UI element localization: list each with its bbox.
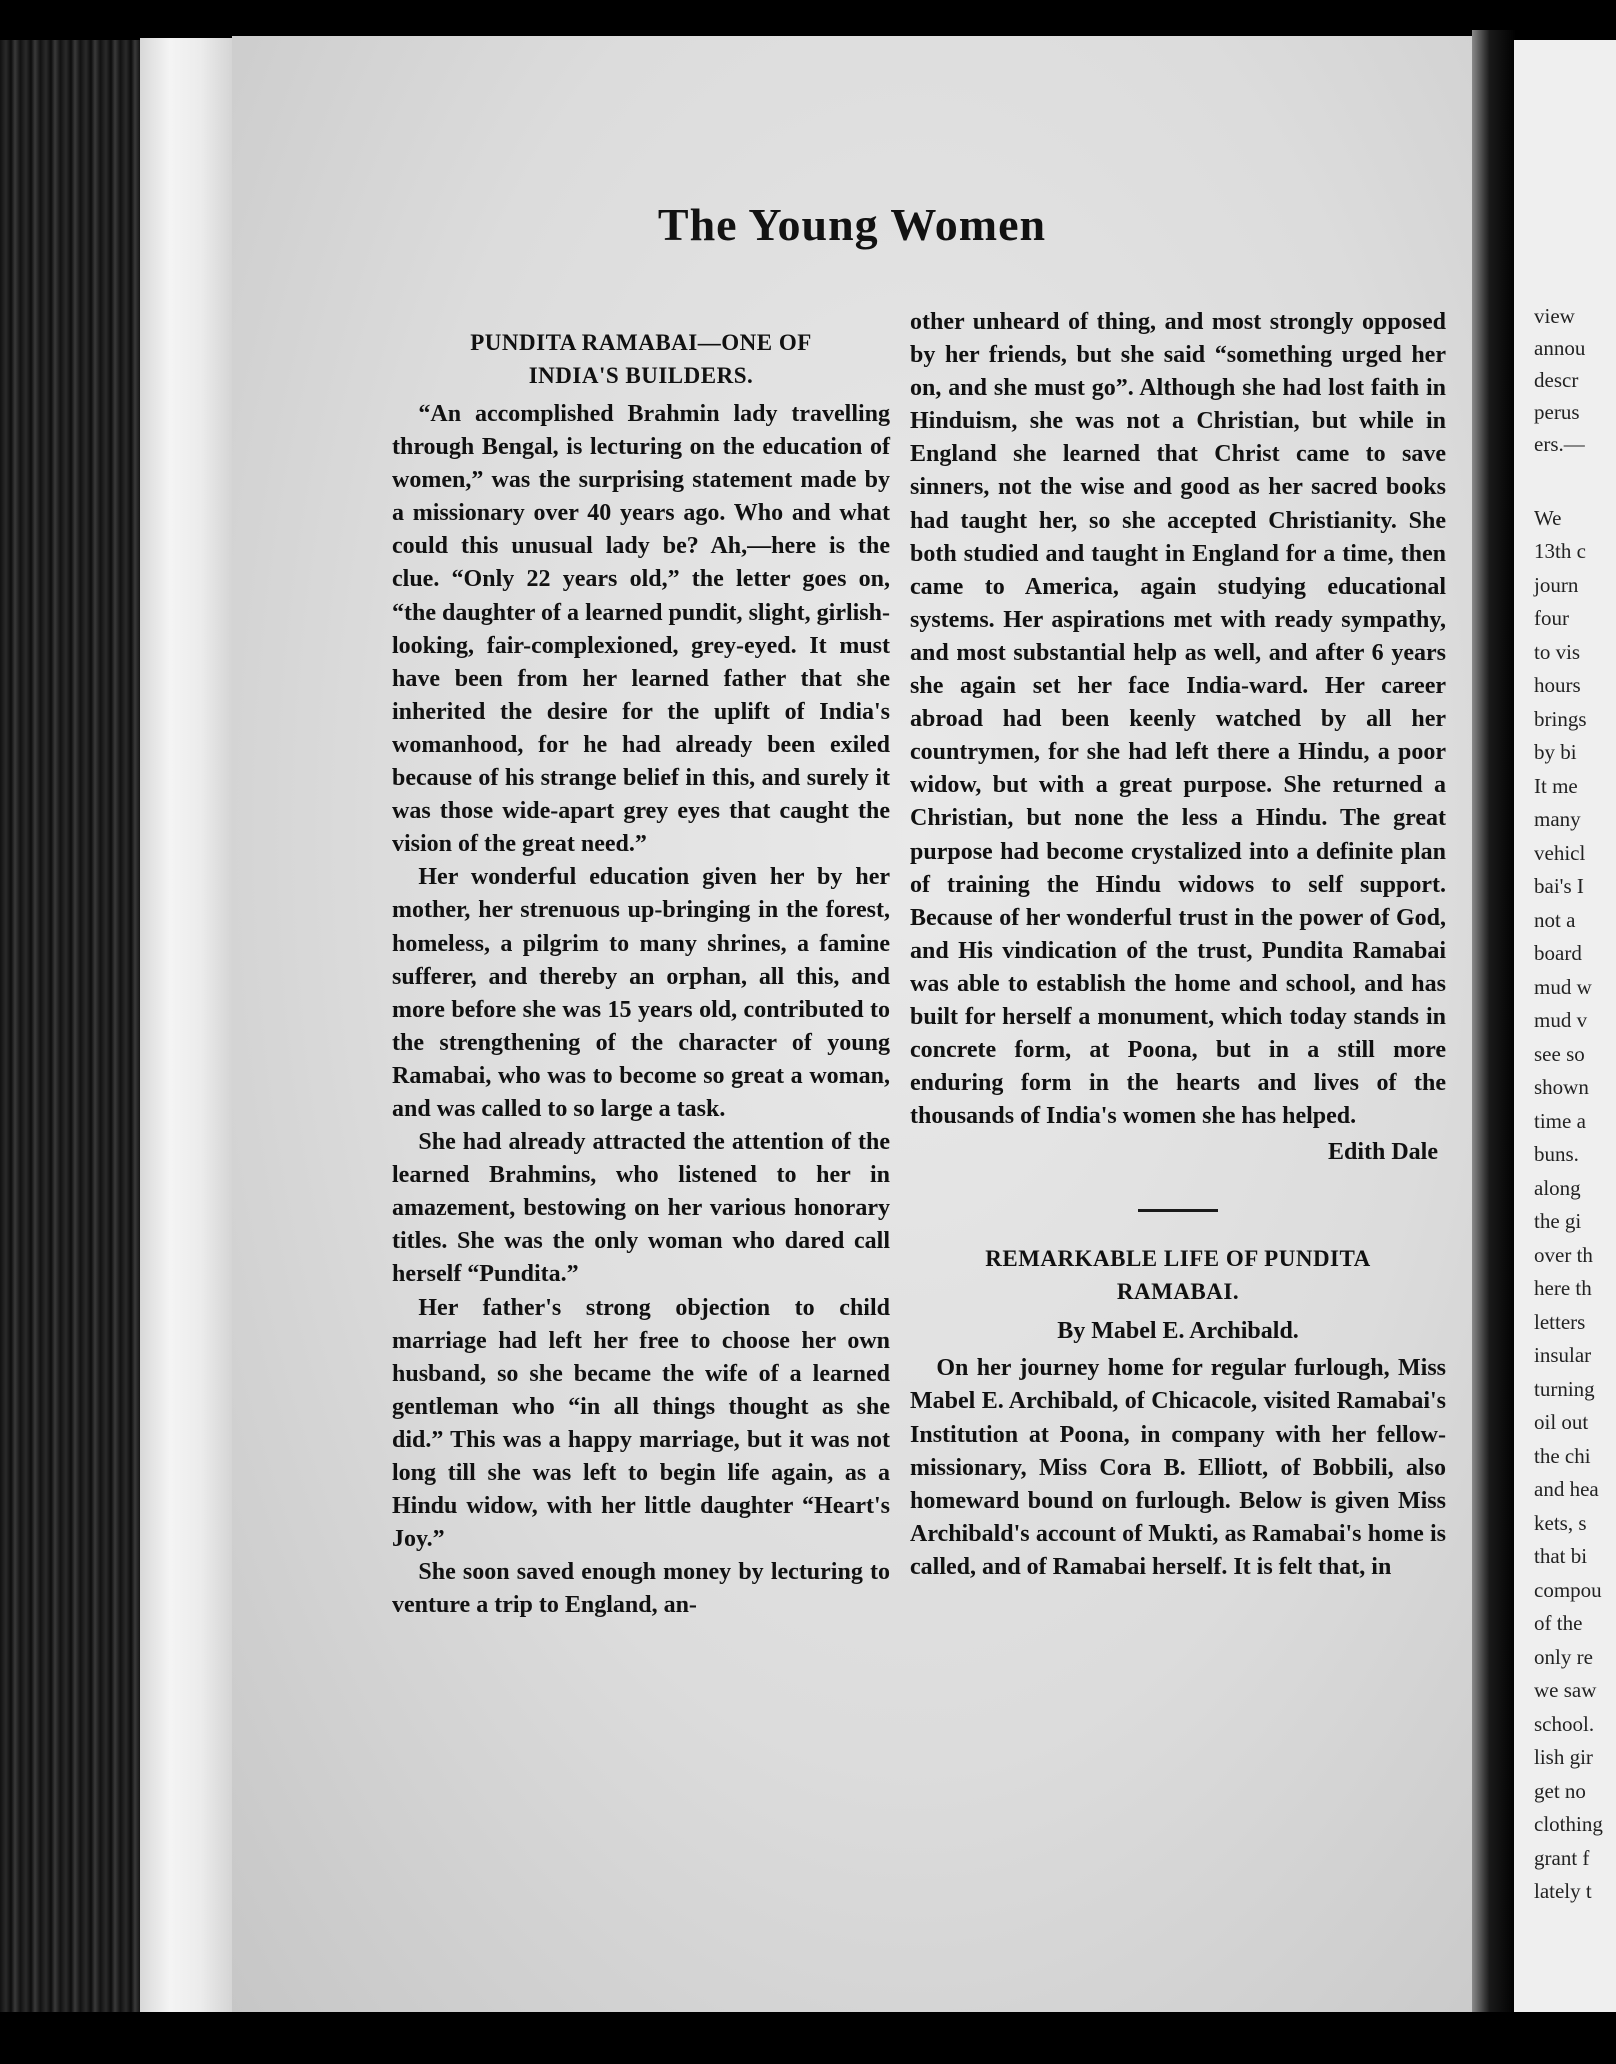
- adjacent-page-line: brings: [1534, 706, 1587, 731]
- adjacent-page-line: clothing: [1534, 1812, 1603, 1836]
- adjacent-page-line: shown: [1534, 1075, 1589, 1099]
- scan-bottom-border: [0, 2012, 1616, 2064]
- adjacent-page-line: annou: [1534, 336, 1586, 360]
- adjacent-page-line: the gi: [1534, 1209, 1582, 1233]
- article2-paragraph-1: On her journey home for regular furlough, Miss Mabel E. Archibald, of Chicacole, visited Ramabai's Institution at Poona, in company with her fellow-missionary, Miss Cora B. Elliott, of Bobbili, also homeward bound on furlough. Below is given Miss Archibald's account of Mukti, as Ramabai's home is called, and of Ramabai herself. It is felt that, in: [910, 1355, 1446, 1580]
- article1-paragraph-2: Her wonderful education given her by her mother, her strenuous up-bringing in the forest, homeless, a pilgrim to many shrines, a famine sufferer, and thereby an orphan, all this, and more before she was 15 years old, contributed to the strengthening of the character of young Ramabai, who was to become so great a woman, and was called to so large a task.: [392, 864, 890, 1122]
- adjacent-page-line: time a: [1534, 1108, 1586, 1133]
- adjacent-page-line: mud v: [1534, 1008, 1588, 1032]
- article1-paragraph-1: “An accomplished Brahmin lady travelling through Bengal, is lecturing on the education of women,” was the surprising statement made by a missionary over 40 years ago. Who and what could this unusual lady be? Ah,—here is the clue. “Only 22 years old,” the letter goes on, “the daughter of a learned pundit, slight, girlish-looking, fair-complexioned, grey-eyed. It must have been from her learned father that she inherited the desire for the uplift of India's womanhood, for he had already been exiled because of his strange belief in this, and surely it was those wide-apart grey eyes that caught the vision of the great need.”: [392, 401, 890, 858]
- adjacent-page-line: letters: [1534, 1309, 1586, 1334]
- adjacent-page-line: lately t: [1534, 1879, 1592, 1903]
- adjacent-page-line: It me: [1534, 773, 1578, 798]
- adjacent-page-line: along: [1534, 1175, 1581, 1200]
- adjacent-page-line: the chi: [1534, 1443, 1591, 1468]
- adjacent-page-line: bai's I: [1534, 874, 1584, 898]
- running-head: The Young Women: [657, 199, 1047, 250]
- adjacent-page-line: see so: [1534, 1041, 1585, 1066]
- adjacent-page-line: vehicl: [1534, 840, 1586, 865]
- article1-headline-line2: INDIA'S BUILDERS.: [528, 363, 754, 388]
- article1-signature: Edith Dale: [1327, 1139, 1438, 1166]
- adjacent-page-line: perus: [1534, 400, 1580, 424]
- adjacent-page-line: by bi: [1534, 740, 1577, 764]
- article1-paragraph-3: She had already attracted the attention of the learned Brahmins, who listened to her in amazement, bestowing on her various honorary titles. She was the only woman who dared call herself “Pundita.”: [392, 1129, 890, 1288]
- adjacent-page-line: we saw: [1534, 1678, 1597, 1702]
- adjacent-page-line: here th: [1534, 1276, 1592, 1300]
- article1-headline: [392, 326, 890, 392]
- article2-headline-line2: RAMABAI.: [1116, 1279, 1240, 1305]
- adjacent-page-line: compou: [1534, 1577, 1602, 1602]
- adjacent-page-line: grant f: [1534, 1845, 1590, 1870]
- article2-byline: By Mabel E. Archibald.: [1057, 1318, 1299, 1345]
- adjacent-page-line: only re: [1534, 1644, 1593, 1669]
- adjacent-page-line: lish gir: [1534, 1745, 1593, 1769]
- adjacent-page-line: to vis: [1534, 639, 1581, 664]
- adjacent-page-line: hours: [1534, 673, 1581, 697]
- adjacent-page-line: over th: [1534, 1242, 1593, 1267]
- adjacent-page-line: buns.: [1534, 1142, 1579, 1166]
- adjacent-page-line: view: [1534, 304, 1575, 328]
- adjacent-page-line: oil out: [1534, 1410, 1589, 1434]
- article1-paragraph-5-continued: other unheard of thing, and most strongly opposed by her friends, but she said “something urged her on, and she must go”. Although she had lost faith in Hinduism, she was not a Christian, but while in England she learned that Christ came to save sinners, not the wise and good as her sacred books had taught her, so she accepted Christianity. She both studied and taught in England for a time, then came to America, again studying educational systems. Her aspirations met with ready sympathy, and most substantial help as well, and after 6 years she again set her face India-ward. Her career abroad had been keenly watched by all her countrymen, for she had left there a Hindu, a poor widow, but with a great purpose. She returned a Christian, but none the less a Hindu. The great purpose had become crystalized into a definite plan of training the Hindu widows to self support. Because of her wonderful trust in the power of God, and His vindication of the trust, Pundita Ramabai was able to establish the home and school, and has built for herself a monument, which today stands in concrete form, at Poona, but in a still more enduring form in the hearts and lives of the thousands of India's women she has helped.: [910, 309, 1446, 1130]
- article2-headline-line1: REMARKABLE LIFE OF PUNDITA: [985, 1246, 1371, 1272]
- adjacent-page-line: 13th c: [1534, 539, 1586, 563]
- book-gutter: [1472, 30, 1516, 2030]
- adjacent-page-line: We: [1534, 505, 1562, 530]
- adjacent-page-line: turning: [1534, 1376, 1595, 1401]
- adjacent-page-line: of the: [1534, 1611, 1583, 1635]
- adjacent-page-line: kets, s: [1534, 1510, 1587, 1535]
- book-page-edges: [0, 40, 150, 2020]
- adjacent-page-line: not a: [1534, 907, 1576, 932]
- adjacent-page-line: board: [1534, 941, 1582, 965]
- adjacent-page-line: and hea: [1534, 1477, 1599, 1501]
- adjacent-page-line: mud w: [1534, 974, 1592, 999]
- article1-paragraph-5-start: She soon saved enough money by lecturing to venture a trip to England, an-: [392, 1559, 890, 1619]
- adjacent-page-line: that bi: [1534, 1544, 1588, 1568]
- adjacent-page-line: get no: [1534, 1778, 1586, 1803]
- article2-headline: [910, 1242, 1446, 1308]
- adjacent-page-line: four: [1534, 606, 1569, 630]
- adjacent-page-line: insular: [1534, 1343, 1592, 1367]
- column-right: [910, 306, 1446, 1584]
- document-page: [232, 36, 1472, 2026]
- column-left: [392, 326, 890, 1622]
- adjacent-page-fragment: [1514, 40, 1616, 2020]
- article1-paragraph-4: Her father's strong objection to child marriage had left her free to choose her own husband, so she became the wife of a learned gentleman who “in all things thought as she did.” This was a happy marriage, but it was not long till she was left to begin life again, as a Hindu widow, with her little daughter “Heart's Joy.”: [392, 1294, 890, 1553]
- adjacent-page-line: descr: [1534, 368, 1579, 392]
- page-edge-margin: [140, 38, 240, 2020]
- adjacent-page-line: ers.—: [1534, 432, 1585, 456]
- adjacent-page-line: school.: [1534, 1711, 1595, 1736]
- adjacent-page-line: many: [1534, 807, 1581, 831]
- adjacent-page-line: journ: [1534, 572, 1579, 597]
- article1-headline-line1: PUNDITA RAMABAI—ONE OF: [470, 330, 812, 355]
- article-separator-rule: [1138, 1209, 1218, 1212]
